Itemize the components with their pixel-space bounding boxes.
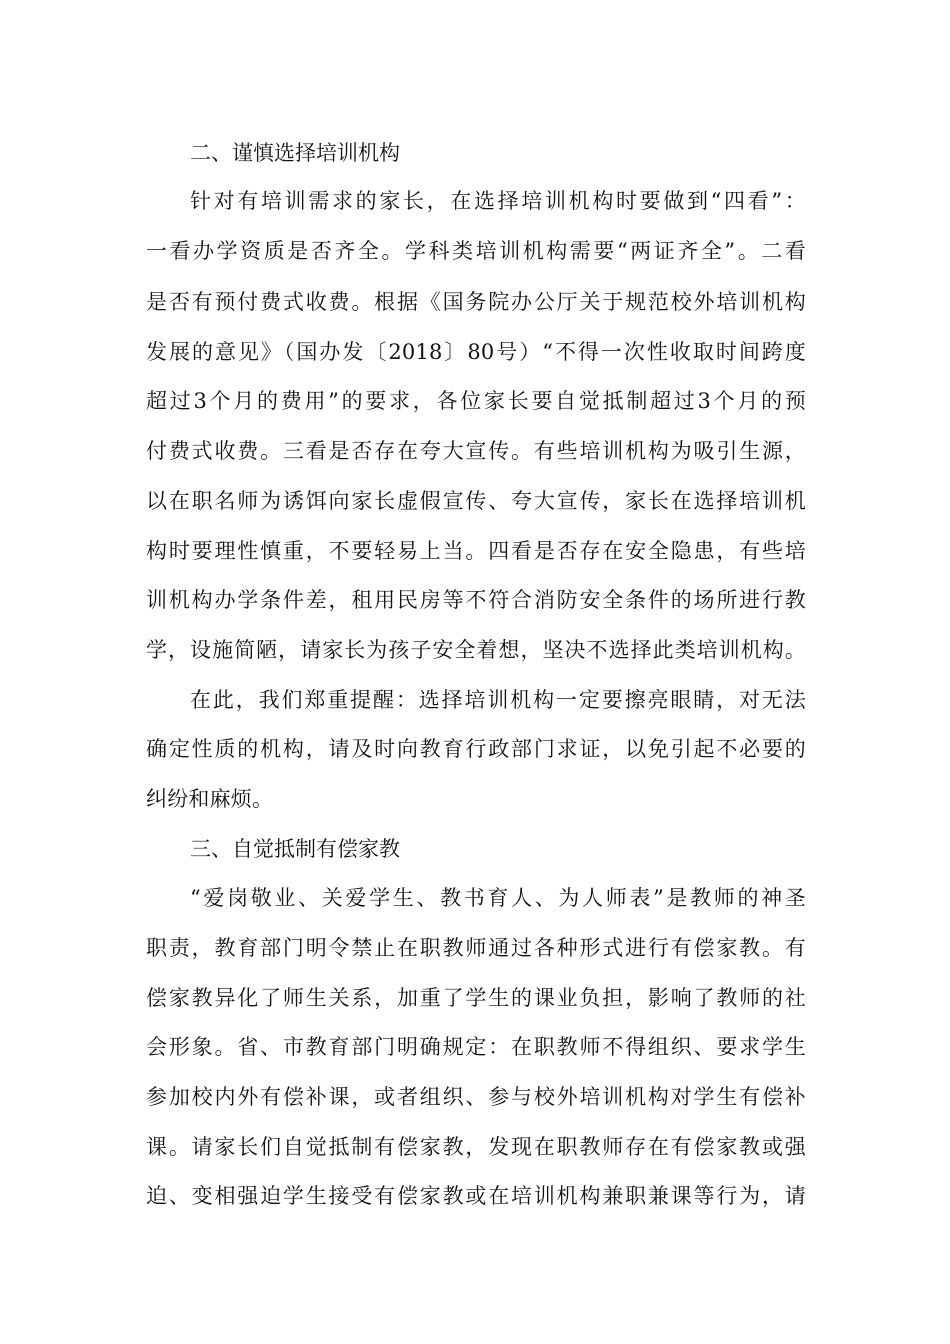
- paragraph-line: 训机构办学条件差，租用民房等不符合消防安全条件的场所进行教: [146, 588, 806, 612]
- paragraph-line: 在此，我们郑重提醒：选择培训机构一定要擦亮眼睛，对无法: [190, 688, 806, 712]
- section-heading: 三、自觉抵制有偿家教: [190, 837, 400, 861]
- paragraph-line: 一看办学资质是否齐全。学科类培训机构需要“两证齐全”。二看: [146, 239, 806, 263]
- section-heading: 二、谨慎选择培训机构: [190, 141, 400, 165]
- paragraph-line: 纠纷和麻烦。: [146, 787, 274, 811]
- paragraph-line: 发展的意见》（国办发〔2018〕80号）“不得一次性收取时间跨度: [146, 340, 806, 364]
- paragraph-line: 构时要理性慎重，不要轻易上当。四看是否存在安全隐患，有些培: [146, 539, 806, 563]
- paragraph-line: 以在职名师为诱饵向家长虚假宣传、夸大宣传，家长在选择培训机: [146, 489, 806, 513]
- paragraph-line: 超过3个月的费用”的要求，各位家长要自觉抵制超过3个月的预: [146, 389, 806, 413]
- paragraph-line: 课。请家长们自觉抵制有偿家教，发现在职教师存在有偿家教或强: [146, 1135, 806, 1159]
- paragraph-line: 参加校内外有偿补课，或者组织、参与校外培训机构对学生有偿补: [146, 1085, 806, 1109]
- paragraph-line: 迫、变相强迫学生接受有偿家教或在培训机构兼职兼课等行为，请: [146, 1184, 806, 1208]
- paragraph-line: “爱岗敬业、关爱学生、教书育人、为人师表”是教师的神圣: [190, 886, 806, 910]
- paragraph-line: 学，设施简陋，请家长为孩子安全着想，坚决不选择此类培训机构。: [146, 638, 806, 662]
- paragraph-line: 职责，教育部门明令禁止在职教师通过各种形式进行有偿家教。有: [146, 936, 806, 960]
- paragraph-line: 会形象。省、市教育部门明确规定：在职教师不得组织、要求学生: [146, 1035, 806, 1059]
- paragraph-line: 偿家教异化了师生关系，加重了学生的课业负担，影响了教师的社: [146, 986, 806, 1010]
- paragraph-line: 付费式收费。三看是否存在夸大宣传。有些培训机构为吸引生源，: [146, 439, 806, 463]
- paragraph-line: 确定性质的机构，请及时向教育行政部门求证，以免引起不必要的: [146, 737, 806, 761]
- paragraph-line: 针对有培训需求的家长，在选择培训机构时要做到“四看”：: [190, 189, 806, 213]
- paragraph-line: 是否有预付费式收费。根据《国务院办公厅关于规范校外培训机构: [146, 290, 806, 314]
